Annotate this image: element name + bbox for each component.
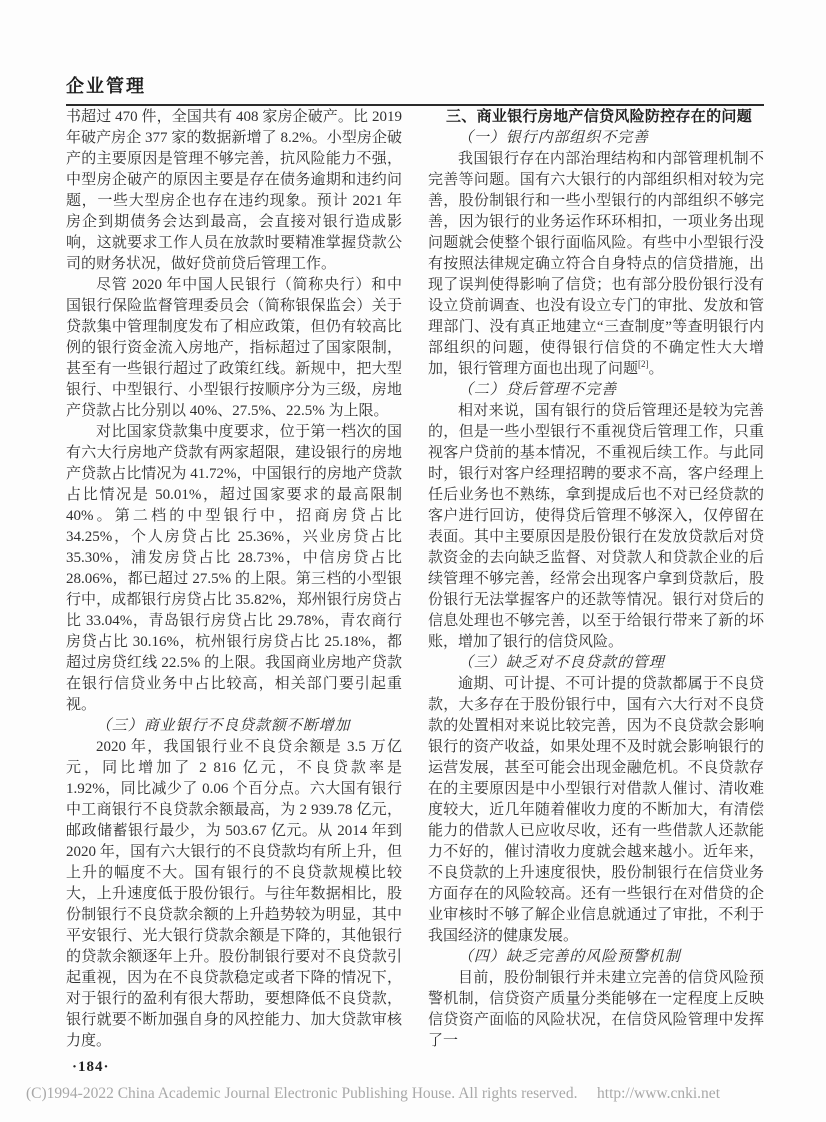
- subheading-post-loan-management: （二）贷后管理不完善: [458, 382, 618, 398]
- copyright-line: [26, 1085, 720, 1103]
- paragraph-internal-period: 。: [648, 361, 664, 377]
- paragraph-loan-policy: 尽管 2020 年中国人民银行（简称央行）和中国银行保险监督管理委员会（简称银保监会）关于贷款集中管理制度发布了相应政策，但仍有较高比例的银行资金流入房地产，指标超过了国家限制，甚至有一些银行超过了政策红线。新规中，把大型银行、中型银行、小型银行按顺序分为三级，房地产贷款占比分别以 40%、27.5%、22.5% 为上限。: [66, 277, 402, 419]
- page-number: ·184·: [72, 1059, 110, 1075]
- paragraph-bankruptcy-continuation: 书超过 470 件，全国共有 408 家房企破产。比 2019 年破产房企 377 家的数据新增了 8.2%。小型房企破产的主要原因是管理不够完善，抗风险能力不强，中型房企破产的原因主要是存在债务逾期和违约问题，一些大型房企也存在违约现象。预计 2021 年房企到期债务会达到最高，会直接对银行造成影响，这就要求工作人员在放款时要精准掌握贷款公司的财务状况，做好贷前贷后管理工作。: [66, 109, 402, 272]
- right-column: [428, 107, 764, 1052]
- subheading-risk-warning-mechanism: （四）缺乏完善的风险预警机制: [458, 949, 681, 965]
- subheading-internal-organization: （一）银行内部组织不完善: [458, 130, 649, 146]
- paragraph-risk-warning-mechanism: 目前，股份制银行并未建立完善的信贷风险预警机制，信贷资产质量分类能够在一定程度上反映信贷资产面临的风险状况，在信贷风险管理中发挥了一: [428, 970, 764, 1049]
- running-head: [66, 72, 764, 106]
- header-rule: [66, 104, 764, 106]
- cnki-url: http://www.cnki.net: [597, 1085, 720, 1102]
- journal-section-title: 企业管理: [66, 76, 146, 96]
- paragraph-internal-text: 我国银行存在内部治理结构和内部管理机制不完善等问题。国有六大银行的内部组织相对较为完善，股份制银行和一些小型银行的内部组织不够完善，因为银行的业务运作环环相扣，一项业务出现问题就会使整个银行面临风险。有些中小型银行没有按照法律规定确立符合自身特点的信贷措施，出现了误判使得影响了信贷；也有部分股份银行没有设立贷前调查、也没有设立专门的审批、发放和管理部门、没有真正地建立“三查制度”等查明银行内部组织的问题，使得银行信贷的不确定性大大增加，银行管理方面也出现了问题: [428, 151, 764, 377]
- copyright-text: (C)1994-2022 China Academic Journal Electronic Publishing House. All rights reserved.: [26, 1085, 578, 1102]
- paragraph-bad-loan-management: 逾期、可计提、不可计提的贷款都属于不良贷款，大多存在于股份银行中，国有六大行对不良贷款的处置相对来说比较完善，因为不良贷款会影响银行的资产收益，如果处理不及时就会影响银行的运营发展，甚至可能会出现金融危机。不良贷款存在的主要原因是中小型银行对借款人催讨、清收难度较大，近几年随着催收力度的不断加大，有清偿能力的借款人已应收尽收，还有一些借款人还款能力不好的，催讨清收力度就会越来越小。近年来，不良贷款的上升速度很快，股份制银行在信贷业务方面存在的风险较高。还有一些银行在对借贷的企业审核时不够了解企业信息就通过了审批，不利于我国经济的健康发展。: [428, 676, 764, 944]
- paragraph-npl-data: 2020 年，我国银行业不良贷余额是 3.5 万亿元，同比增加了 2 816 亿元，不良贷款率是 1.92%，同比减少了 0.06 个百分点。六大国有银行中工商银行不良贷款余额最高，为 2 939.78 亿元，邮政储蓄银行最少，为 503.67 亿元。从 2014 年到 2020 年，国有六大银行的不良贷款均有所上升，但上升的幅度不大。国有银行的不良贷款规模比较大，上升速度低于股份银行。与往年数据相比，股份制银行不良贷款余额的上升趋势较为明显，其中平安银行、光大银行贷款余额是下降的，其他银行的贷款余额逐年上升。股份制银行要对不良贷款引起重视，因为在不良贷款稳定或者下降的情况下，对于银行的盈利有很大帮助，要想降低不良贷款，银行就要不断加强自身的风控能力、加大贷款审核力度。: [66, 739, 402, 1049]
- left-column: [66, 107, 402, 1052]
- paragraph-post-loan-management: 相对来说，国有银行的贷后管理还是较为完善的，但是一些小型银行不重视贷后管理工作，只重视客户贷前的基本情况，不重视后续工作。与此同时，银行对客户经理招聘的要求不高，客户经理上任后业务也不熟练，拿到提成后也不对已经贷款的客户进行回访，使得贷后管理不够深入，仅停留在表面。其中主要原因是股份银行在发放贷款后对贷款资金的去向缺乏监督、对贷款人和贷款企业的后续管理不够完善，经常会出现客户拿到贷款后，股份银行无法掌握客户的还款等情况。银行对贷后的信息处理也不够完善，以至于给银行带来了新的坏账，增加了银行的信贷风险。: [428, 403, 764, 650]
- reference-marker-2: [2]: [638, 359, 649, 369]
- paragraph-internal-organization: [428, 149, 764, 380]
- paragraph-loan-concentration: 对比国家贷款集中度要求，位于第一档次的国有六大行房地产贷款有两家超限，建设银行的房地产贷款占比情况为 41.72%，中国银行的房地产贷款占比情况是 50.01%，超过国家要求的最高限制 40%。第二档的中型银行中，招商房贷占比 34.25%，个人房贷占比 25.36%，兴业房贷占比 35.30%，浦发房贷占比 28.73%，中信房贷占比 28.06%，都已超过 27.5% 的上限。第三档的小型银行中，成都银行房贷占比 35.82%，郑州银行房贷占比 33.04%，青岛银行房贷占比 29.78%，青农商行房贷占比 30.16%，杭州银行房贷占比 25.18%，都超过房贷红线 22.5% 的上限。我国商业房地产贷款在银行信贷业务中占比较高，相关部门要引起重视。: [66, 424, 402, 713]
- subheading-npl-increase: （三）商业银行不良贷款额不断增加: [96, 718, 351, 734]
- subheading-bad-loan-management: （三）缺乏对不良贷款的管理: [458, 655, 665, 671]
- article-body: [66, 107, 764, 1052]
- section-heading-problems: 三、商业银行房地产信贷风险防控存在的问题: [446, 109, 753, 125]
